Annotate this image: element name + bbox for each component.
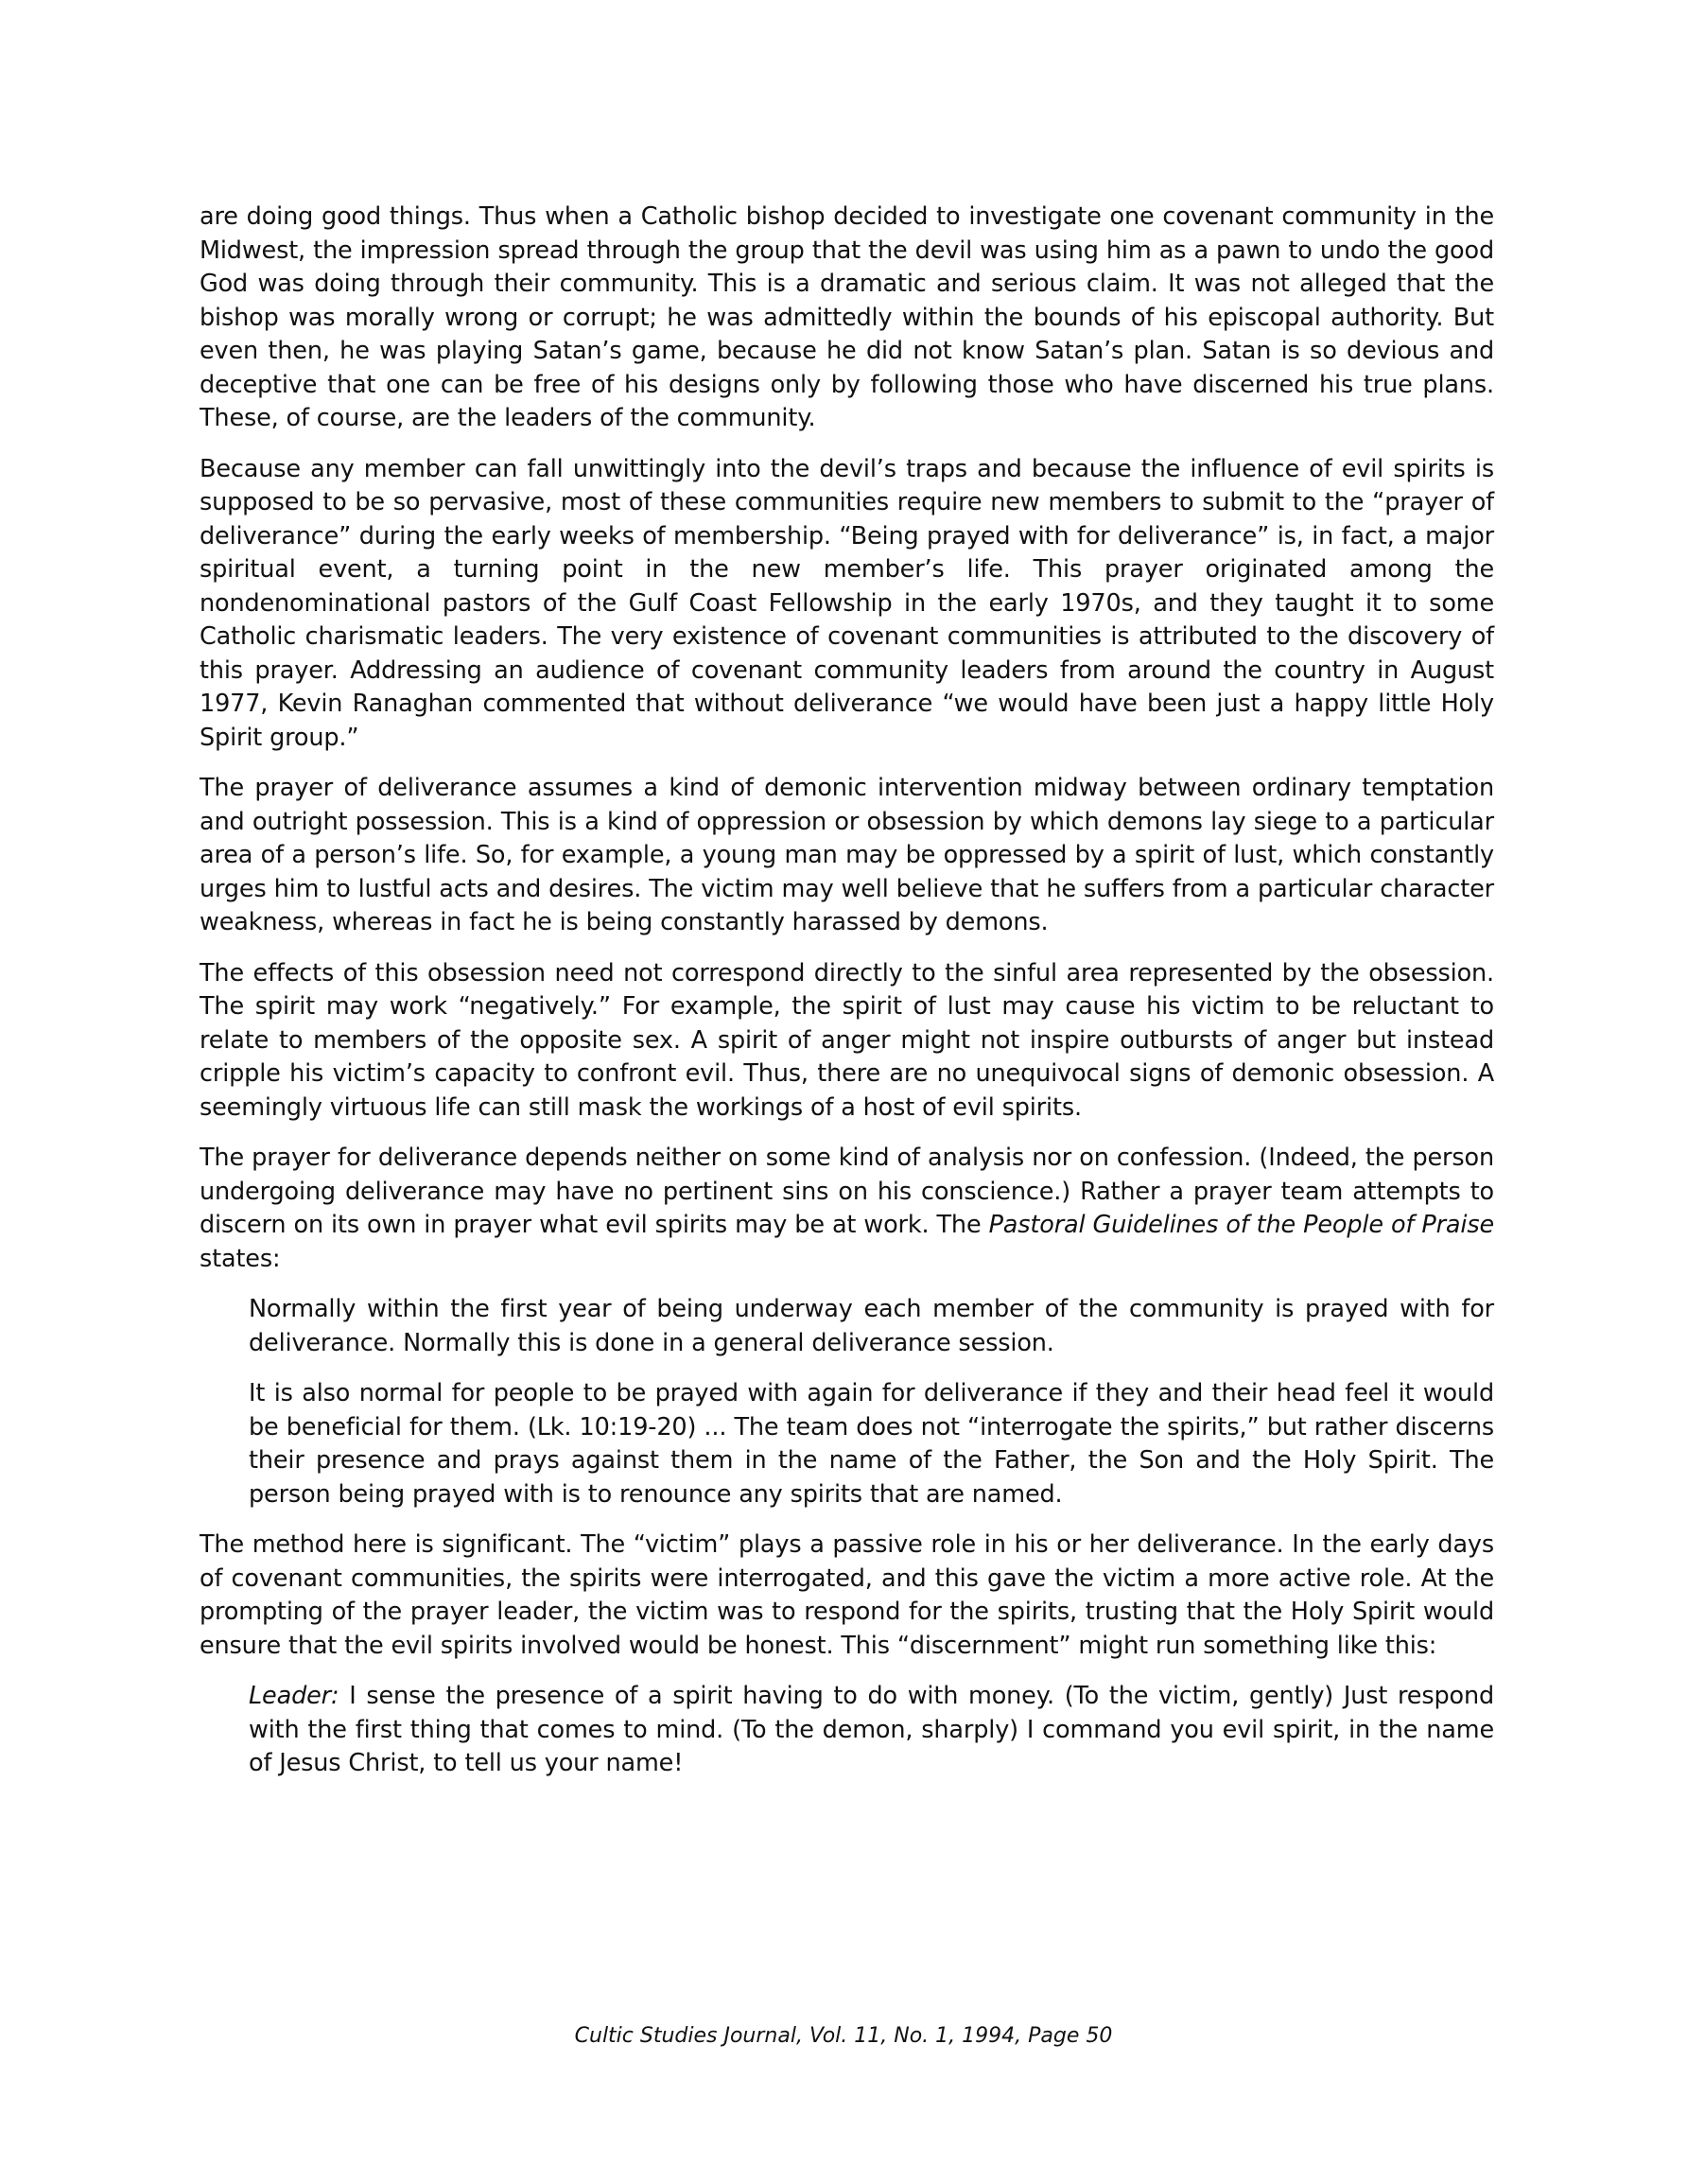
paragraph-5-text: The prayer for deliverance depends neither on some kind of analysis nor on confession. (Indeed, the person undergoing deliverance may have no pertinent sins on his conscience.) Rather a prayer team attempts to discern on its own in prayer what evil spirits may be at work. The <box>200 1144 1494 1239</box>
paragraph-1: are doing good things. Thus when a Catholic bishop decided to investigate one covenant community in the Midwest, the impression spread through the group that the devil was using him as a pawn to undo the good God was doing through their community. This is a dramatic and serious claim. It was not alleged that the bishop was morally wrong or corrupt; he was admittedly within the bounds of his episcopal authority. But even then, he was playing Satan’s game, because he did not know Satan’s plan. Satan is so devious and deceptive that one can be free of his designs only by following those who have discerned his true plans. These, of course, are the leaders of the community. <box>200 202 1494 432</box>
dialogue-text: I sense the presence of a spirit having to do with money. (To the victim, gently) Just respond with the first thing that comes to mind. (To the demon, sharply) I command you evil spirit, in the name of Jesus Christ, to tell us your name! <box>249 1682 1494 1777</box>
paragraph-2: Because any member can fall unwittingly into the devil’s traps and because the influence of evil spirits is supposed to be so pervasive, most of these communities require new members to submit to the “prayer of deliverance” during the early weeks of membership. “Being prayed with for deliverance” is, in fact, a major spiritual event, a turning point in the new member’s life. This prayer originated among the nondenominational pastors of the Gulf Coast Fellowship in the early 1970s, and they taught it to some Catholic charismatic leaders. The very existence of covenant communities is attributed to the discovery of this prayer. Addressing an audience of covenant community leaders from around the country in August 1977, Kevin Ranaghan commented that without deliverance “we would have been just a happy little Holy Spirit group.” <box>200 454 1494 752</box>
paragraph-3: The prayer of deliverance assumes a kind of demonic intervention midway between ordinary temptation and outright possession. This is a kind of oppression or obsession by which demons lay siege to a particular area of a person’s life. So, for example, a young man may be oppressed by a spirit of lust, which constantly urges him to lustful acts and desires. The victim may well believe that he suffers from a particular character weakness, whereas in fact he is being constantly harassed by demons. <box>200 774 1494 936</box>
paragraph-5-end: states: <box>200 1244 281 1273</box>
paragraph-6: The method here is significant. The “victim” plays a passive role in his or her deliverance. In the early days of covenant communities, the spirits were interrogated, and this gave the victim a more active role. At the prompting of the prayer leader, the victim was to respond for the spirits, trusting that the Holy Spirit would ensure that the evil spirits involved would be honest. This “discernment” might run something like this: <box>200 1530 1494 1660</box>
paragraph-5 <box>200 1142 1494 1276</box>
book-title: Pastoral Guidelines of the People of Praise <box>988 1211 1494 1239</box>
paragraph-4: The effects of this obsession need not correspond directly to the sinful area represented by the obsession. The spirit may work “negatively.” For example, the spirit of lust may cause his victim to be reluctant to relate to members of the opposite sex. A spirit of anger might not inspire outbursts of anger but instead cripple his victim’s capacity to confront evil. Thus, there are no unequivocal signs of demonic obsession. A seemingly virtuous life can still mask the workings of a host of evil spirits. <box>200 958 1494 1122</box>
block-quote-1: Normally within the first year of being underway each member of the community is prayed with for deliverance. Normally this is done in a general deliverance session. <box>249 1295 1494 1357</box>
block-quote-2: It is also normal for people to be prayed with again for deliverance if they and their head feel it would be beneficial for them. (Lk. 10:19-20) ... The team does not “interrogate the spirits,” but rather discerns their presence and prays against them in the name of the Father, the Son and the Holy Spirit. The person being prayed with is to renounce any spirits that are named. <box>249 1379 1494 1509</box>
speaker-label: Leader: <box>249 1682 339 1710</box>
page-body <box>200 201 1494 1798</box>
page-footer: Cultic Studies Journal, Vol. 11, No. 1, 1994, Page 50 <box>574 2024 1113 2048</box>
block-quote-3 <box>249 1680 1494 1781</box>
